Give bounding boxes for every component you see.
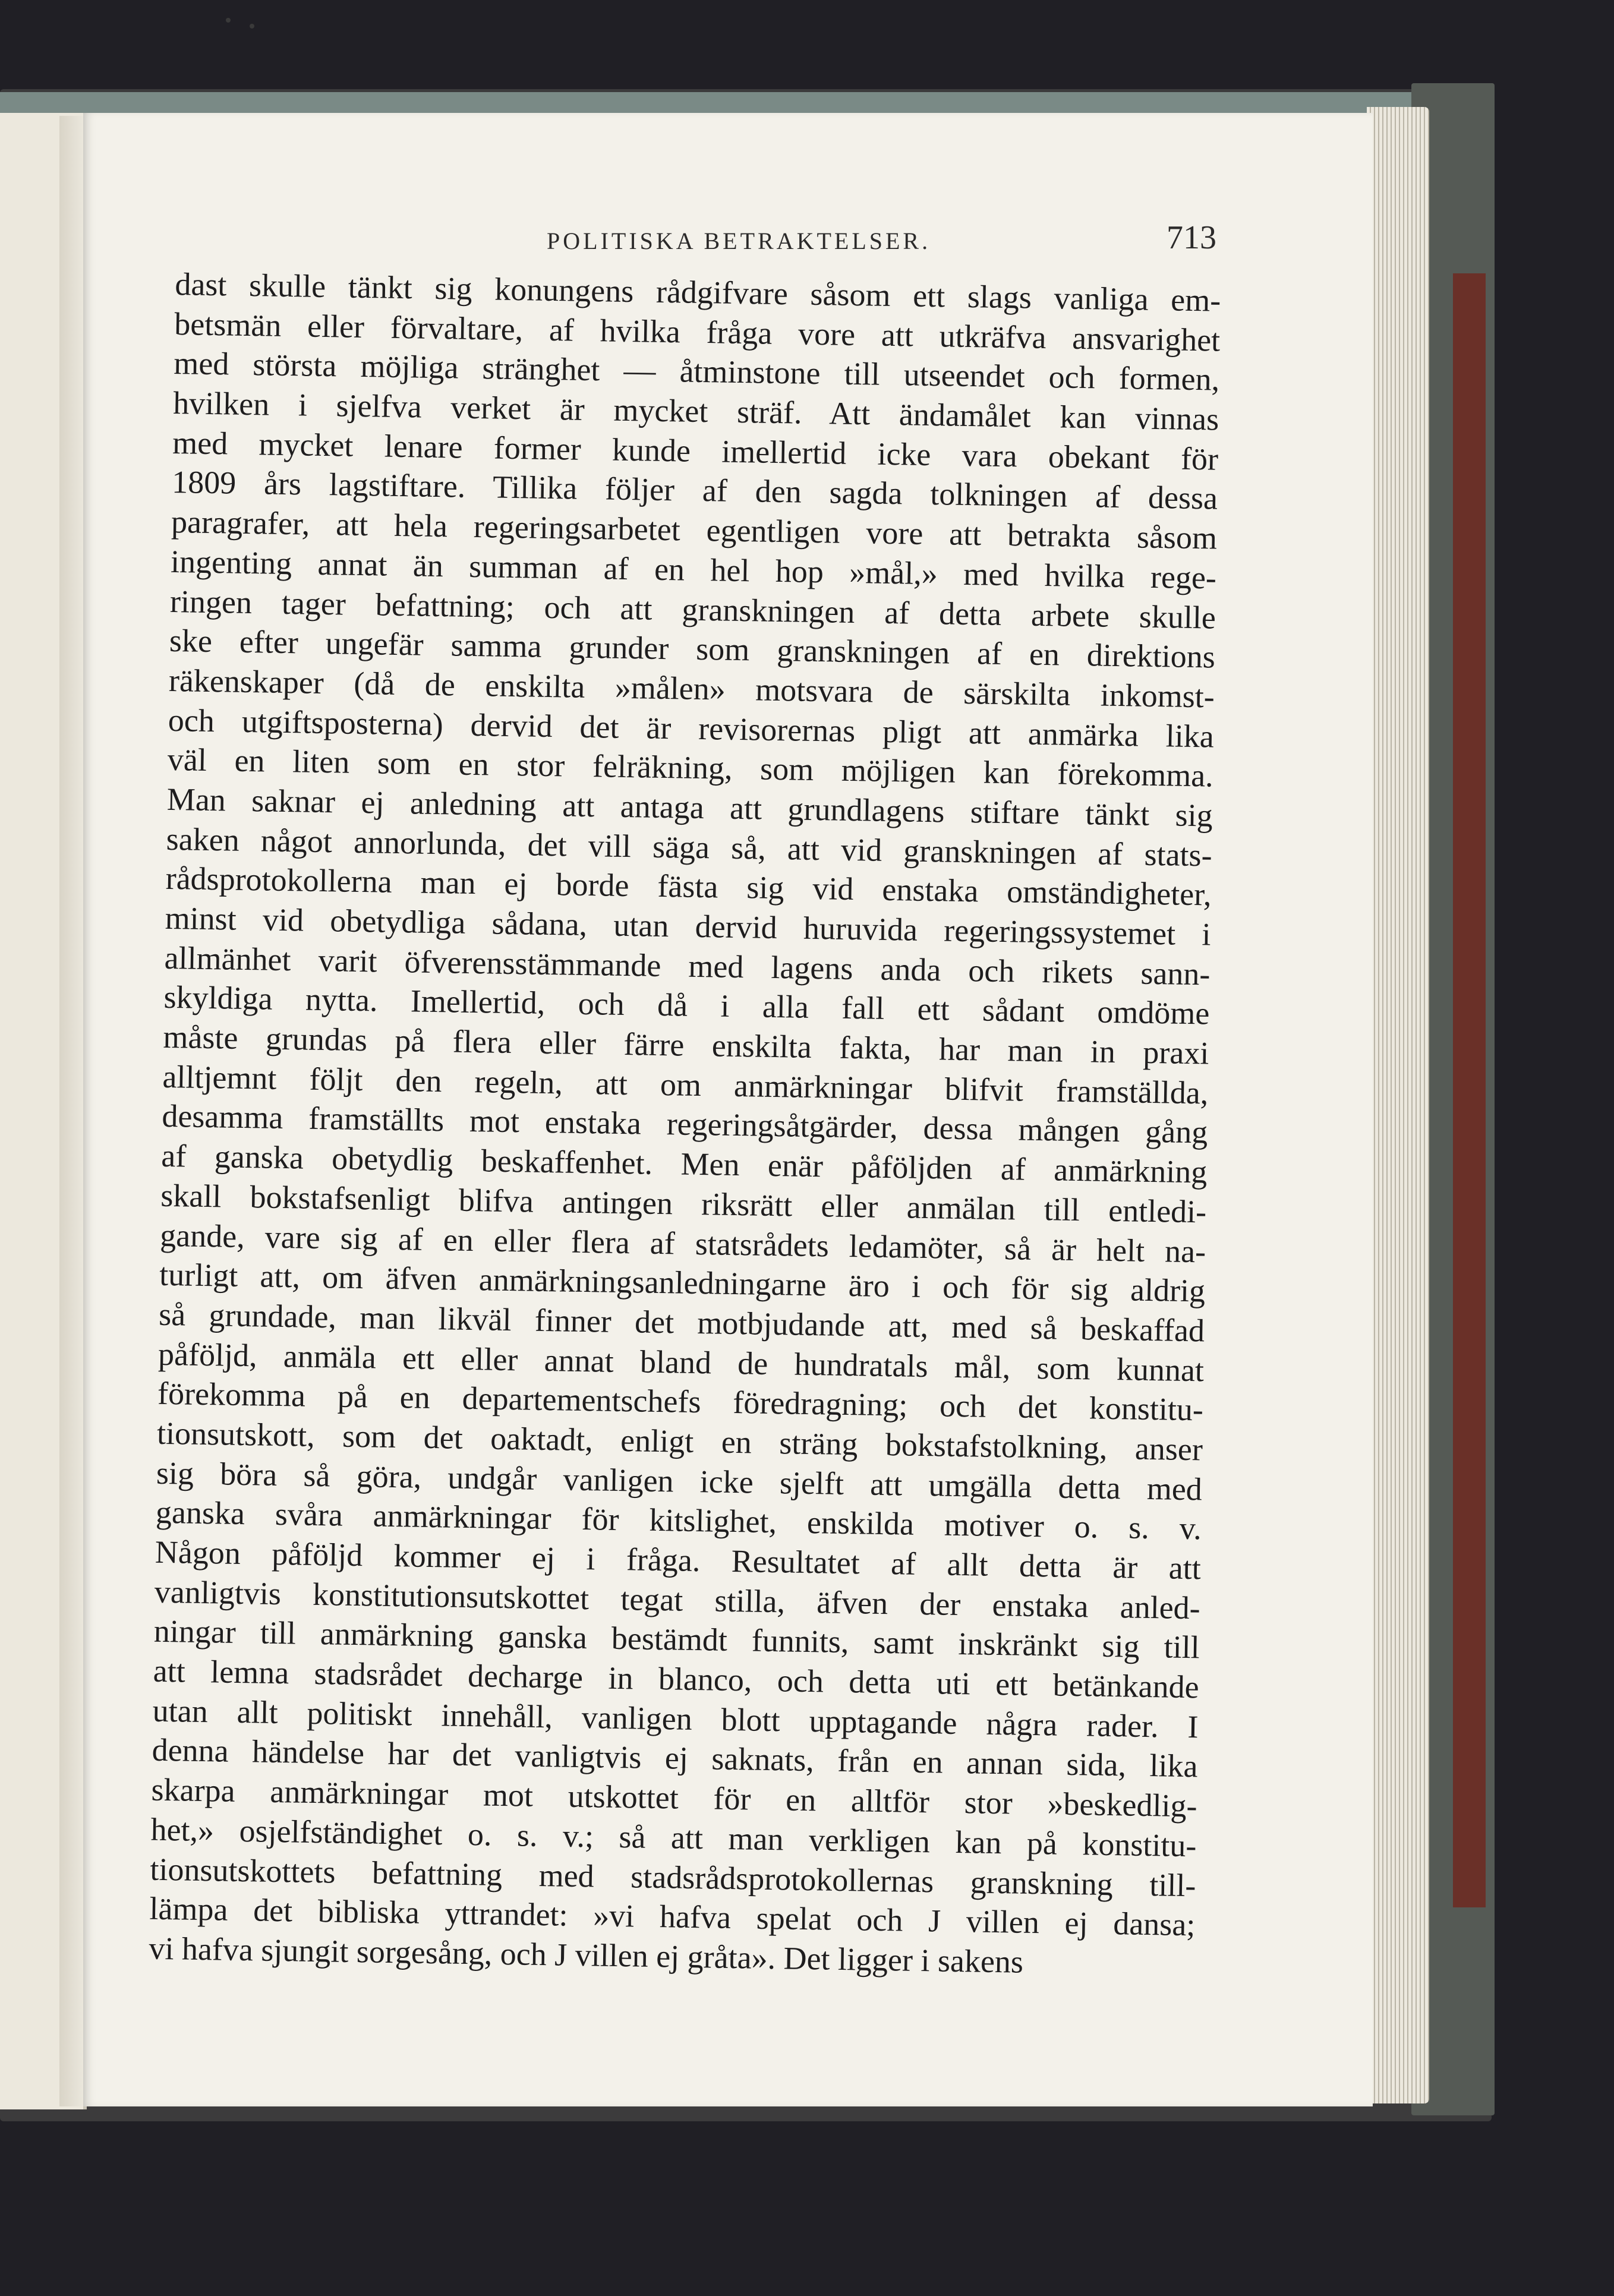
text-line: minst vid obetydliga sådana, utan dervid huruvida regeringssystemet i — [165, 900, 1211, 953]
text-line: sig böra så göra, undgår vanligen icke sjelft att umgälla detta med — [156, 1455, 1203, 1507]
text-line: rådsprotokollerna man ej borde fästa sig vid enstaka omständigheter, — [165, 860, 1212, 913]
text-line: paragrafer, att hela regeringsarbetet egentligen vore att betrakta såsom — [171, 504, 1218, 556]
text-line: hvilken i sjelfva verket är mycket sträf. Att ändamålet kan vinnas — [172, 385, 1219, 437]
text-line: denna händelse har det vanligtvis ej saknats, från en annan sida, lika — [152, 1732, 1198, 1784]
text-line: ganska svåra anmärkningar för kitslighet, enskilda motiver o. s. v. — [155, 1494, 1202, 1547]
text-line: saken något annorlunda, det vill säga så, att vid granskningen af stats- — [166, 821, 1213, 873]
text-line: Någon påföljd kommer ej i fråga. Resultatet af allt detta är att — [155, 1534, 1202, 1587]
text-line: ingenting annat än summan af en hel hop »mål,» med hvilka rege- — [170, 543, 1217, 596]
text-line: ske efter ungefär samma grunder som granskningen af en direktions — [169, 623, 1216, 675]
text-line: af ganska obetydlig beskaffenhet. Men enär påföljden af anmärkning — [160, 1137, 1208, 1190]
text-line: Man saknar ej anledning att antaga att grundlagens stiftare tänkt sig — [166, 781, 1213, 834]
text-line: skall bokstafsenligt blifva antingen riksrätt eller anmälan till entledi- — [160, 1177, 1207, 1230]
dust-speck — [226, 18, 231, 23]
text-line: dast skulle tänkt sig konungens rådgifvare såsom ett slags vanliga em- — [175, 266, 1221, 318]
text-line: och utgiftsposterna) dervid det är revisorernas pligt att anmärka lika — [168, 702, 1215, 755]
text-line: förekomma på en departementschefs föredragning; och det konstitu- — [157, 1376, 1204, 1428]
text-line: tionsutskott, som det oaktadt, enligt en sträng bokstafstolkning, anser — [156, 1415, 1203, 1468]
text-line: turligt att, om äfven anmärkningsanledningarne äro i och för sig aldrig — [159, 1256, 1206, 1309]
text-line: het,» osjelfständighet o. s. v.; så att man verkligen kan på konstitu- — [150, 1811, 1197, 1864]
dust-speck — [250, 24, 254, 29]
text-line: vi hafva sjungit sorgesång, och J villen ej gråta». Det ligger i sakens — [149, 1930, 1024, 1980]
page-stack-edges — [1367, 107, 1429, 2103]
page-number: 713 — [1167, 219, 1216, 256]
text-line: desamma framställts mot enstaka regeringsåtgärder, dessa mången gång — [162, 1098, 1208, 1150]
text-line: med mycket lenare former kunde imellertid icke vara obekant för — [172, 424, 1219, 477]
text-line: allmänhet varit öfverensstämmande med lagens anda och rikets sann- — [164, 939, 1210, 992]
text-line: vanligtvis konstitutionsutskottet tegat stilla, äfven der enstaka anled- — [154, 1573, 1201, 1626]
body-text — [149, 264, 1221, 1985]
text-line: påföljd, anmäla ett eller annat bland de hundratals mål, som kunnat — [157, 1336, 1205, 1388]
text-line: betsmän eller förvaltare, af hvilka fråga vore att utkräfva ansvarighet — [174, 305, 1221, 358]
text-line: skyldiga nytta. Imellertid, och då i alla fall ett sådant omdöme — [163, 979, 1210, 1032]
text-line: ringen tager befattning; och att granskningen af detta arbete skulle — [169, 583, 1216, 636]
text-line: lämpa det bibliska yttrandet: »vi hafva spelat och J villen ej dansa; — [149, 1890, 1196, 1943]
text-line: skarpa anmärkningar mot utskottet för en alltför stor »beskedlig- — [151, 1771, 1197, 1824]
text-line: alltjemnt följt den regeln, att om anmärkningar blifvit framställda, — [162, 1058, 1209, 1111]
text-line: med största möjliga stränghet — åtminstone till utseendet och formen, — [173, 345, 1220, 398]
text-line: måste grundas på flera eller färre enskilta fakta, har man in praxi — [163, 1018, 1209, 1071]
text-line: att lemna stadsrådet decharge in blanco, och detta uti ett betänkande — [153, 1652, 1200, 1705]
text-line: väl en liten som en stor felräkning, som möjligen kan förekomma. — [167, 742, 1214, 794]
text-line: ningar till anmärkning ganska bestämdt funnits, samt inskränkt sig till — [153, 1613, 1200, 1666]
text-line: gande, vare sig af en eller flera af statsrådets ledamöter, så är helt na- — [159, 1217, 1206, 1269]
text-line: räkenskaper (då de enskilta »målen» motsvara de särskilta inkomst- — [168, 662, 1215, 715]
recto-page — [83, 113, 1373, 2106]
text-line: utan allt politiskt innehåll, vanligen blott upptagande några rader. I — [152, 1692, 1199, 1745]
running-head: POLITISKA BETRAKTELSER. — [547, 228, 931, 254]
text-line: så grundade, man likväl finner det motbjudande att, med så beskaffad — [158, 1296, 1205, 1349]
text-line: 1809 års lagstiftare. Tillika följer af den sagda tolkningen af dessa — [171, 464, 1218, 517]
text-line: tionsutskottets befattning med stadsrådsprotokollernas granskning till- — [150, 1851, 1196, 1903]
cover-leather-spine — [1453, 273, 1486, 1907]
